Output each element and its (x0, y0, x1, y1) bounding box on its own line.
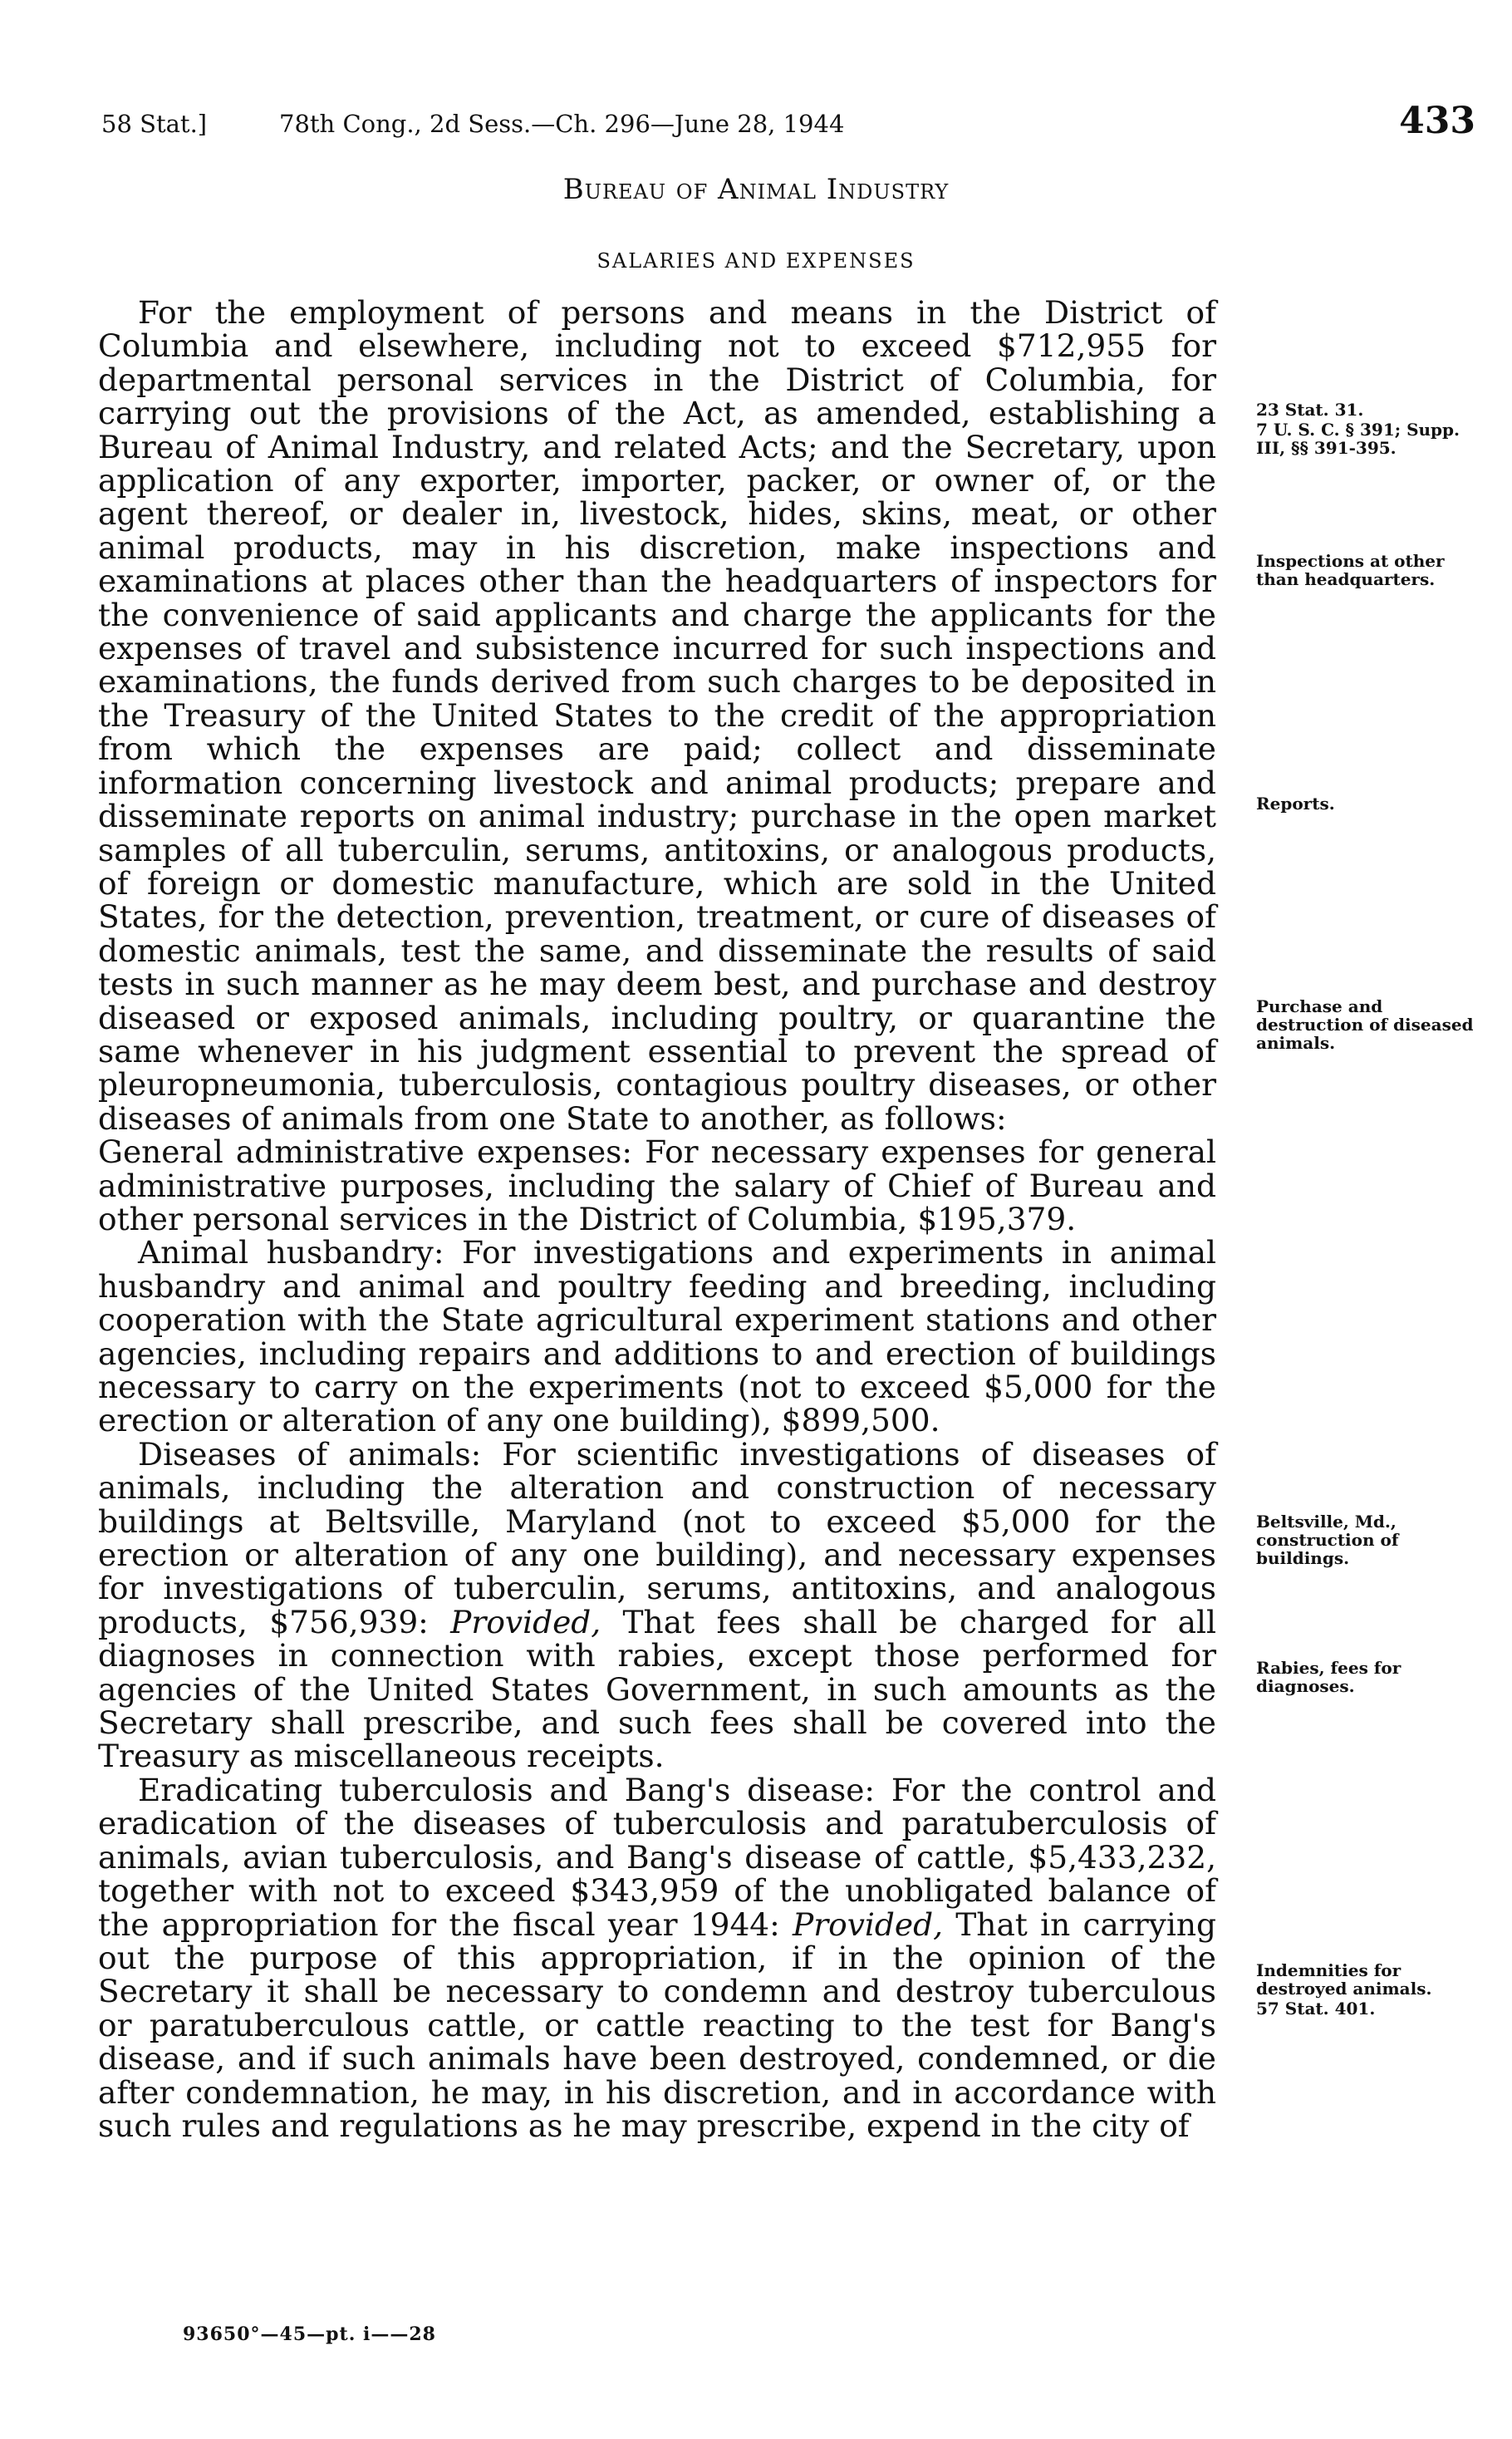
proviso-diseases: Provided, (450, 1603, 601, 1640)
paragraph-general-administrative: General administrative expenses: For necessary expenses for general administrative purposes, including the salary of Chief of Bureau and other personal services in the District of Columbia, $195,379. (98, 1133, 1216, 1237)
diseases-text-a: Diseases of animals: For scientific investigations of diseases of animals, including the alteration and construction of necessary buildings at Beltsville, Maryland (not to exceed $5,000 for the erection or alteration of any one building), and necessary expenses for investigations of tuberculin, serums, antitoxins, and analogous products, $756,939: (98, 1435, 1216, 1640)
margin-note-57-stat: 57 Stat. 401. (1256, 1999, 1376, 2019)
margin-note-indemnities: Indemnities for destroyed animals. (1256, 1960, 1432, 1999)
margin-note-reports: Reports. (1256, 794, 1335, 814)
page-number: 433 (1399, 100, 1475, 142)
paragraph-diseases (98, 1435, 1216, 1775)
margin-note-stat-31: 23 Stat. 31. (1256, 400, 1364, 420)
running-head (0, 100, 1512, 148)
margin-note-purchase: Purchase and destruction of diseased animals. (1256, 996, 1474, 1053)
eradicating-text-a: Eradicating tuberculosis and Bang's disease: For the control and eradication of the diseases of tuberculosis and paratuberculosis of animals, avian tuberculosis, and Bang's disease of cattle, $5,433,232, together with not to exceed $343,959 of the unobligated balance of the appropriation for the fiscal year 1944: (98, 1771, 1216, 1943)
statute-volume: 58 Stat.] (101, 110, 208, 138)
margin-note-inspections: Inspections at other than headquarters. (1256, 551, 1445, 589)
paragraph-eradicating (98, 1773, 1216, 2142)
eradicating-text-b: That in carrying out the purpose of this appropriation, if in the opinion of the Secretary it shall be necessary to condemn and destroy tuberculous or paratuberculous cattle, or cattle reacting to the test for Bang's disease, and if such animals have been destroyed, condemned, or die after condemnation, he may, in his discretion, and in accordance with such rules and regulations as he may prescribe, expend in the city of (98, 1905, 1216, 2144)
margin-note-rabies: Rabies, fees for diagnoses. (1256, 1658, 1402, 1696)
paragraph-animal-husbandry: Animal husbandry: For investigations and experiments in animal husbandry and animal and poultry feeding and breeding, including cooperation with the State agricultural experiment stations and other agencies, including repairs and additions to and erection of buildings necessary to carry on the experiments (not to exceed $5,000 for the erection or alteration of any one building), $899,500. (98, 1234, 1216, 1439)
section-heading: SALARIES AND EXPENSES (596, 249, 916, 273)
margin-note-usc: 7 U. S. C. § 391; Supp. III, §§ 391-395. (1256, 420, 1460, 458)
proviso-eradicating: Provided, (793, 1905, 944, 1943)
bureau-title: Bureau of Animal Industry (562, 173, 950, 206)
body-text (98, 296, 1216, 2142)
paragraph-salaries: For the employment of persons and means in the District of Columbia and elsewhere, including not to exceed $712,955 for departmental personal services in the District of Columbia, for carrying out the provisions of the Act, as amended, establishing a Bureau of Animal Industry, and related Acts; and the Secretary, upon application of any exporter, importer, packer, or owner of, or the agent thereof, or dealer in, livestock, hides, skins, meat, or other animal products, may in his discretion, make inspections and examinations at places other than the headquarters of inspectors for the convenience of said applicants and charge the applicants for the expenses of travel and subsistence incurred for such inspections and examinations, the funds derived from such charges to be deposited in the Treasury of the United States to the credit of the appropriation from which the expenses are paid; collect and disseminate information concerning livestock and animal products; prepare and disseminate reports on animal industry; purchase in the open market samples of all tuberculin, serums, antitoxins, or analogous products, of foreign or domestic manufacture, which are sold in the United States, for the detection, prevention, treatment, or cure of diseases of domestic animals, test the same, and disseminate the results of said tests in such manner as he may deem best, and purchase and destroy diseased or exposed animals, including poultry, or quarantine the same whenever in his judgment essential to prevent the spread of pleuropneumonia, tuberculosis, contagious poultry diseases, or other diseases of animals from one State to another, as follows: (98, 294, 1216, 1137)
printing-signature: 93650°—45—pt. i——28 (183, 2323, 436, 2345)
margin-note-beltsville: Beltsville, Md., construction of buildings. (1256, 1512, 1399, 1568)
diseases-text-b: That fees shall be charged for all diagnoses in connection with rabies, except those performed for agencies of the United States Government, in such amounts as the Secretary shall prescribe, and such fees shall be covered into the Treasury as miscellaneous receipts. (98, 1603, 1216, 1775)
session-chapter-date: 78th Cong., 2d Sess.—Ch. 296—June 28, 1944 (279, 110, 845, 138)
